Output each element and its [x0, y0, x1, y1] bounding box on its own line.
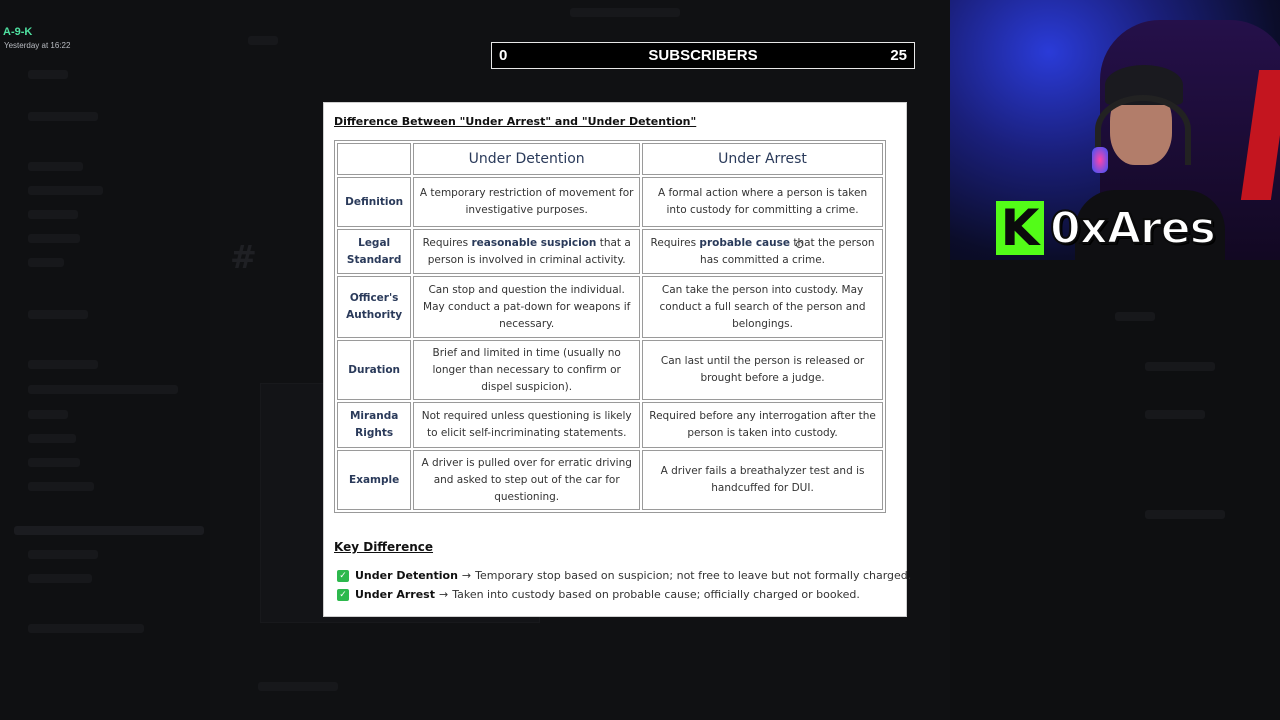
headset-earcup: [1092, 147, 1108, 173]
row-label: Miranda Rights: [337, 402, 411, 448]
bg-line: [570, 8, 680, 17]
cell-highlight: probable cause: [699, 236, 790, 249]
table-row: [337, 402, 883, 448]
bg-line: [28, 258, 64, 267]
row-label: Officer's Authority: [337, 276, 411, 338]
goal-label: SUBSCRIBERS: [648, 47, 758, 64]
cell-text: Requires: [650, 236, 700, 249]
background-member-list: [950, 260, 1280, 720]
bg-line: [28, 186, 103, 195]
hash-icon: #: [230, 238, 257, 276]
checkmark-icon: ✓: [337, 570, 349, 582]
table-row: [337, 450, 883, 510]
comparison-table: [334, 140, 886, 513]
subscriber-goal-bar: [491, 42, 915, 69]
bg-line: [248, 36, 278, 45]
arrest-cell: Can last until the person is released or brought before a judge.: [642, 340, 883, 400]
key-term: Under Arrest: [355, 588, 435, 601]
key-difference-item: [337, 569, 911, 582]
cell-text: that a person is involved in criminal activity.: [427, 236, 631, 266]
bg-line: [1145, 510, 1225, 519]
table-header-detention: Under Detention: [413, 143, 640, 175]
arrow-icon: →: [438, 588, 449, 601]
key-difference-item: [337, 588, 860, 601]
row-label: Legal Standard: [337, 229, 411, 274]
key-description: Temporary stop based on suspicion; not free to leave but not formally charged.: [475, 569, 912, 582]
bg-line: [28, 550, 98, 559]
mouse-cursor: [796, 241, 803, 248]
goal-start: 0: [499, 47, 508, 64]
detention-cell: A driver is pulled over for erratic driving and asked to step out of the car for questioning.: [413, 450, 640, 510]
arrest-cell: A formal action where a person is taken into custody for committing a crime.: [642, 177, 883, 227]
cell-highlight: reasonable suspicion: [471, 236, 597, 249]
row-label: Definition: [337, 177, 411, 227]
kick-logo-letter: K: [1000, 199, 1040, 257]
bg-line: [28, 162, 83, 171]
table-row: [337, 177, 883, 227]
chat-timestamp: Yesterday at 16:22: [4, 41, 71, 50]
bg-line: [1115, 312, 1155, 321]
key-term: Under Detention: [355, 569, 458, 582]
detention-cell: Can stop and question the individual. May conduct a pat-down for weapons if necessary.: [413, 276, 640, 338]
arrest-cell: Required before any interrogation after the person is taken into custody.: [642, 402, 883, 448]
table-row: [337, 340, 883, 400]
key-description: Taken into custody based on probable cause; officially charged or booked.: [452, 588, 860, 601]
table-header-blank: [337, 143, 411, 175]
bg-line: [28, 210, 78, 219]
row-label: Duration: [337, 340, 411, 400]
bg-line: [28, 112, 98, 121]
arrest-cell: [642, 229, 883, 274]
channel-name: 0xAres: [1050, 202, 1215, 254]
row-label: Example: [337, 450, 411, 510]
headset-icon: [1095, 95, 1191, 165]
arrest-cell: A driver fails a breathalyzer test and is handcuffed for DUI.: [642, 450, 883, 510]
bg-line: [28, 310, 88, 319]
bg-line: [28, 624, 144, 633]
bg-line: [1145, 410, 1205, 419]
document-title: Difference Between "Under Arrest" and "Under Detention": [334, 115, 697, 128]
table-row: [337, 276, 883, 338]
bg-line: [28, 410, 68, 419]
cell-text: that the person has committed a crime.: [700, 236, 875, 266]
bg-line: [28, 385, 178, 394]
bg-line: [1145, 362, 1215, 371]
bg-line: [28, 234, 80, 243]
bg-line: [14, 526, 204, 535]
detention-cell: Not required unless questioning is likely to elicit self-incriminating statements.: [413, 402, 640, 448]
cell-text: Requires: [422, 236, 472, 249]
kick-logo-icon: [996, 201, 1044, 255]
detention-cell: [413, 229, 640, 274]
bg-line: [28, 482, 94, 491]
arrow-icon: →: [461, 569, 472, 582]
bg-line: [28, 574, 92, 583]
bg-line: [28, 458, 80, 467]
comparison-document: [323, 102, 912, 617]
goal-target: 25: [890, 47, 907, 64]
bg-line: [28, 70, 68, 79]
table-header-row: [337, 143, 883, 175]
table-header-arrest: Under Arrest: [642, 143, 883, 175]
channel-brand: [996, 200, 1215, 256]
detention-cell: Brief and limited in time (usually no longer than necessary to confirm or dispel suspicion).: [413, 340, 640, 400]
chat-username: A-9-K: [3, 26, 33, 38]
checkmark-icon: ✓: [337, 589, 349, 601]
arrest-cell: Can take the person into custody. May conduct a full search of the person and belongings.: [642, 276, 883, 338]
bg-line: [28, 360, 98, 369]
key-difference-title: Key Difference: [334, 540, 434, 554]
table-row: [337, 229, 883, 274]
bg-line: [28, 434, 76, 443]
detention-cell: A temporary restriction of movement for investigative purposes.: [413, 177, 640, 227]
bg-line: [258, 682, 338, 691]
